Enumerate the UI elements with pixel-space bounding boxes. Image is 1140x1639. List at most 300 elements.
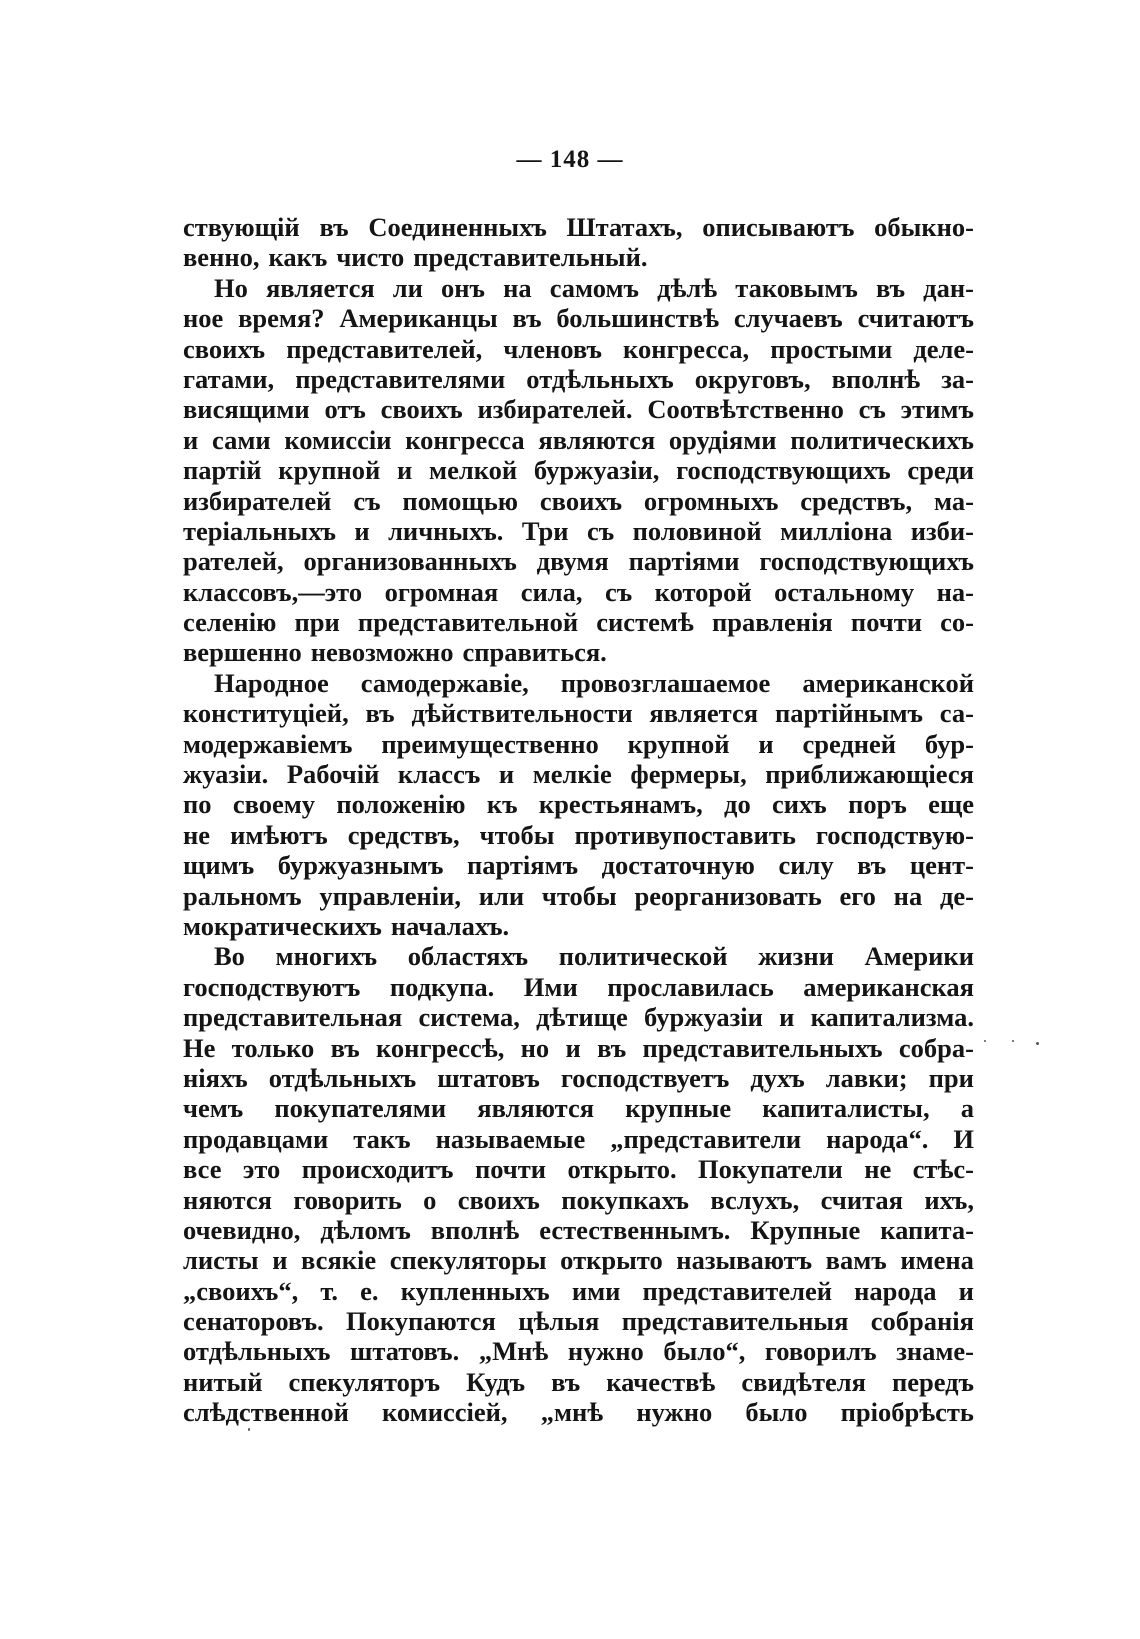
word: ихъ, [924,1184,974,1215]
word: гатами, [183,363,275,394]
text-line [183,1367,974,1397]
word: ствующій [183,212,300,242]
word: нитый [183,1366,263,1397]
word: знаме- [896,1336,974,1367]
word: стѣс- [912,1154,974,1185]
word: происходитъ [301,1154,454,1185]
word: передъ [891,1366,974,1397]
word: является [265,272,375,303]
word: представителей, [286,333,483,364]
word: представительныхъ [642,1032,883,1063]
text-line [183,1215,974,1245]
word: не [183,819,211,850]
word: это [242,1154,281,1185]
word: избирателей. [477,394,633,425]
text-line [183,668,974,698]
word: деле- [913,333,974,364]
word: буржуазнымъ [277,850,444,881]
word: а [960,1093,974,1124]
text-line [183,577,974,607]
scan-speck [984,1040,986,1042]
text-line [183,516,974,546]
word: половиной [632,515,762,546]
word: штатовъ [437,1062,540,1093]
word: дѣтище [536,1002,628,1033]
word: ли [392,272,423,303]
text-line [183,850,974,880]
word: такъ [353,1123,411,1154]
word: и [498,759,515,790]
word: съ [858,394,886,425]
word: И [953,1123,974,1154]
word: являются [538,424,656,455]
word: Не [183,1032,216,1063]
word: организованныхъ [303,546,517,577]
text-line [183,820,974,850]
word: крупной [627,728,730,759]
word: почти [474,1154,547,1185]
word: мократическихъ [183,910,382,941]
word: до [724,789,751,820]
word: т. [320,1275,339,1306]
word: дѣлѣ [657,272,718,303]
word: очевидно, [183,1214,301,1245]
word: партіями [628,546,740,577]
word: огромныхъ [643,485,779,516]
word: бур- [924,728,974,759]
word: „Мнѣ [478,1336,549,1367]
word: вамъ [825,1245,887,1276]
word: еще [928,789,974,820]
text-line [183,1033,974,1063]
word: Америки [864,941,974,972]
word: господствуетъ [560,1062,730,1093]
word: штатовъ. [350,1336,460,1367]
word: милліона [780,515,893,546]
word: господствуютъ [183,971,361,1002]
word: о [423,1184,437,1215]
word: отдѣльныхъ [183,1336,331,1367]
word: областяхъ [407,941,529,972]
word: и [779,1002,795,1033]
word: съ [604,576,633,607]
word: Народное [214,667,329,698]
text-line [183,911,974,941]
word: модержавіемъ [183,728,353,759]
word: отъ [324,394,366,425]
word: ральномъ [183,880,302,911]
word: теріальныхъ [183,515,336,546]
word: своему [232,789,316,820]
word: няются [183,1184,272,1215]
word: капиталисты, [762,1093,930,1124]
word: округовъ, [694,363,811,394]
word: собра- [898,1032,974,1063]
word: своихъ [380,394,463,425]
word: преимущественно [381,728,599,759]
text-line [183,1397,974,1427]
word: свидѣтеля [741,1366,866,1397]
word: Покупатели [698,1154,843,1185]
word: не [864,1154,892,1185]
word: политической [558,941,728,972]
word: невозможно [310,637,454,668]
word: представительной [357,607,579,638]
word: своихъ [457,1184,540,1215]
word: въ [597,1032,627,1063]
word: самодержавіе, [360,667,529,698]
word: отдѣльныхъ [526,363,674,394]
text-line [183,1063,974,1093]
word: чтобы [541,880,617,911]
word: собранія [870,1306,974,1337]
word: Во [214,941,245,972]
word: и [565,1032,581,1063]
word: но [520,1032,550,1063]
word: комиссіи [284,424,392,455]
text-line [183,1002,974,1032]
word: называютъ [676,1245,813,1276]
word: системѣ [596,607,694,638]
word: покупателями [274,1093,447,1124]
word: представителями [295,363,506,394]
word: рателей, [183,546,284,577]
word: спекуляторы [389,1245,547,1276]
word: въ [551,1366,581,1397]
text-line [183,1093,974,1123]
word: таковымъ [735,272,858,303]
word: въ [875,272,906,303]
word: его [839,880,876,911]
word: среди [907,455,974,486]
word: господствующихъ [676,455,891,486]
word: сихъ [772,789,827,820]
word: дан- [923,272,974,303]
word: къ [486,789,518,820]
word: время? [238,303,325,334]
text-line [183,972,974,1002]
word: справиться. [462,637,607,668]
word: ное [183,303,224,334]
word: буржуазіи, [533,455,660,486]
word: ими [571,1275,621,1306]
word: классъ [397,759,481,790]
word: и [958,1275,974,1306]
word: американской [802,667,974,698]
word: система, [418,1002,520,1033]
word: Ими [523,971,578,1002]
word: вершенно [183,637,302,668]
word: конгресса, [623,333,750,364]
word: съ [586,515,615,546]
word: почти [850,607,922,638]
word: реорганизовать [634,880,822,911]
word: американская [803,971,974,1002]
word: открыто. [567,1154,677,1185]
word: венно, [183,242,260,273]
word: господствую- [815,819,974,850]
word: при [294,607,340,638]
word: началахъ. [390,910,510,941]
text-line [183,881,974,911]
word: купленныхъ [400,1275,550,1306]
text-line [183,698,974,728]
word: и [758,728,774,759]
word: народа [854,1275,937,1306]
word: огромная [384,576,499,607]
word: дѣломъ [320,1214,411,1245]
word: за- [941,363,974,394]
word: жуазіи. [183,759,269,790]
word: самомъ [549,272,639,303]
word: отдѣльныхъ [268,1062,417,1093]
word: духъ [750,1062,805,1093]
word: двумя [536,546,609,577]
word: де- [939,880,974,911]
word: имѣютъ [230,819,328,850]
word: всякіе [301,1245,377,1276]
word: партіямъ [466,850,579,881]
word: Крупные [750,1214,861,1245]
text-line [183,486,974,516]
word: прославилась [607,971,774,1002]
text-line [183,1336,974,1366]
word: противупоставить [574,819,796,850]
page-number: — 148 — [516,146,624,173]
word: ніяхъ [183,1062,248,1093]
word: было [745,1397,808,1428]
word: буржуазіи [644,1002,763,1033]
word: онъ [441,272,485,303]
word: мелкой [429,455,518,486]
text-line [183,637,974,667]
word: и [272,1245,288,1276]
word: въ [319,212,349,242]
word: являются [477,1093,595,1124]
text-line [183,425,974,455]
word: „представители [610,1123,802,1154]
word: считаютъ [857,303,974,334]
word: въ [365,698,395,729]
text-line [183,607,974,637]
word: все [183,1154,222,1185]
word: естественнымъ. [539,1214,731,1245]
word: многихъ [275,941,378,972]
text-line [183,1245,974,1275]
text-line [183,212,974,242]
text-line [183,394,974,424]
word: листы [183,1245,259,1276]
word: достаточную [601,850,755,881]
word: „своихъ“, [183,1275,299,1306]
word: лавки; [825,1062,908,1093]
word: считая [820,1184,904,1215]
word: въ [330,1032,360,1063]
word: цент- [909,850,974,881]
text-line [183,303,974,333]
word: конгрессѣ, [376,1032,505,1063]
word: на [893,880,923,911]
word: правленія [711,607,833,638]
word: помощью [402,485,519,516]
word: избирателей [183,485,332,516]
word: этимъ [900,394,974,425]
word: членовъ [503,333,602,364]
word: чисто [336,242,405,273]
word: называемые [435,1123,586,1154]
word: или [478,880,525,911]
word: партійнымъ [774,698,923,729]
word: ма- [934,485,974,516]
word: господствующихъ [759,546,974,577]
text-line [183,242,974,272]
word: съ [353,485,381,516]
word: которой [654,576,752,607]
word: открыто [560,1245,663,1276]
scan-speck [1012,1040,1014,1042]
word: крупной [278,455,381,486]
text-line [183,1154,974,1184]
word: и [183,424,199,455]
word: Американцы [339,303,498,334]
word: было“, [663,1336,746,1367]
word: своихъ [183,333,266,364]
word: Соединенныхъ [368,212,547,242]
word: личныхъ. [388,515,504,546]
word: чемъ [183,1093,244,1124]
word: народа“. [826,1123,929,1154]
word: орудіями [668,424,777,455]
word: сила, [520,576,583,607]
word: представительная [183,1002,403,1033]
word: положенію [336,789,466,820]
word: описываютъ [702,212,855,242]
body-text [183,212,974,1428]
text-line [183,334,974,364]
word: только [231,1032,315,1063]
text-line [183,1306,974,1336]
word: жизни [758,941,834,972]
text-line [183,455,974,485]
word: случаевъ [733,303,843,334]
word: дѣйствительности [411,698,633,729]
word: простыми [770,333,893,364]
word: Но [214,272,248,303]
word: является [649,698,759,729]
word: провозглашаемое [560,667,771,698]
text-line [183,789,974,819]
word: и [354,515,370,546]
word: спекуляторъ [288,1366,441,1397]
word: представительныя [621,1306,849,1337]
text-line [183,1276,974,1306]
word: крупные [625,1093,732,1124]
word: фермеры, [630,759,747,790]
word: капитализма. [810,1002,974,1033]
word: цѣлыя [518,1306,600,1337]
word: щимъ [183,850,255,881]
text-line [183,941,974,971]
word: Три [521,515,569,546]
word: на- [936,576,974,607]
text-line [183,729,974,759]
word: чтобы [479,819,555,850]
word: конгресса [405,424,525,455]
word: комиссіей, [382,1397,508,1428]
word: большинствѣ [556,303,719,334]
word: на [503,272,532,303]
word: представителей [642,1275,832,1306]
word: вполнѣ [430,1214,520,1245]
word: мелкіе [532,759,612,790]
word: Кудъ [466,1366,526,1397]
word: въ [857,850,887,881]
word: подкупа. [389,971,495,1002]
text-line [183,273,974,303]
word: средствъ, [800,485,913,516]
word: крестьянамъ, [538,789,703,820]
scan-speck [1036,1042,1039,1045]
word: нужно [636,1397,713,1428]
word: селенію [183,607,277,638]
word: со- [940,607,974,638]
word: нужно [567,1336,644,1367]
word: слѣдственной [183,1397,349,1428]
word: са- [939,698,974,729]
word: средствъ, [347,819,460,850]
text-line [183,1124,974,1154]
word: при [928,1062,974,1093]
word: своихъ [539,485,623,516]
word: Покупаются [346,1306,496,1337]
text-line [183,546,974,576]
word: обыкно- [874,212,974,242]
word: силу [778,850,834,881]
word: конституціей, [183,698,349,729]
word: сенаторовъ. [183,1306,324,1337]
scan-speck [248,1428,250,1431]
word: Соотвѣтственно [647,394,844,425]
word: имена [900,1245,974,1276]
word: по [183,789,212,820]
word: е. [360,1275,379,1306]
word: управленіи, [319,880,461,911]
word: какъ [268,242,328,273]
word: приближающіеся [765,759,974,790]
word: покупкахъ [561,1184,690,1215]
word: партій [183,455,262,486]
word: политическихъ [790,424,974,455]
word: Рабочій [286,759,380,790]
word: средней [802,728,897,759]
word: и [397,455,413,486]
word: „мнѣ [540,1397,604,1428]
text-line [183,1185,974,1215]
word: изби- [910,515,974,546]
word: говорилъ [764,1336,877,1367]
text-line [183,364,974,394]
word: продавцами [183,1123,329,1154]
word: говорить [293,1184,402,1215]
word: пріобрѣсть [840,1397,974,1428]
word: висящими [183,394,310,425]
word: вслухъ, [710,1184,800,1215]
text-line [183,759,974,789]
word: представительный. [413,242,648,273]
word: Штатахъ, [566,212,683,242]
word: капита- [880,1214,974,1245]
word: классовъ,—это [183,576,363,607]
